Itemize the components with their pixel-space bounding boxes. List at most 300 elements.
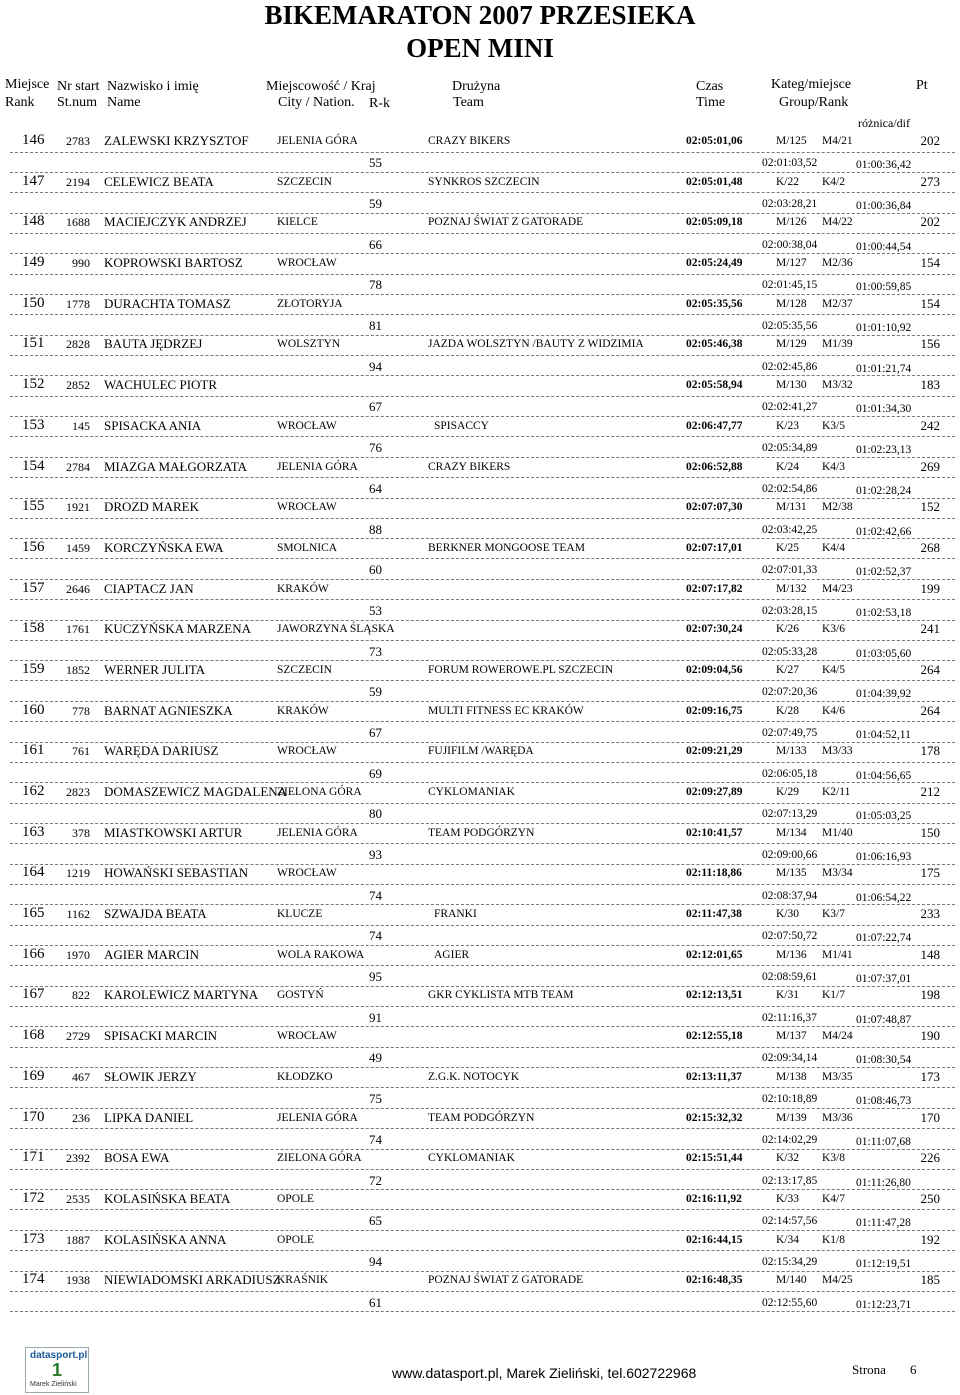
logo-text: datasport.pl	[30, 1350, 88, 1361]
cell-split-time: 02:03:42,25	[762, 523, 818, 536]
cell-rk-value: 67	[369, 399, 382, 415]
table-row	[0, 905, 960, 946]
cell-finish-time: 02:12:13,51	[686, 989, 743, 1002]
header-group: Group/Rank	[779, 95, 849, 110]
table-row	[0, 946, 960, 987]
cell-time-difference: 01:11:26,80	[856, 1176, 911, 1189]
cell-team: FORUM ROWEROWE.PL SZCZECIN	[428, 663, 614, 676]
table-row	[0, 335, 960, 376]
cell-finish-time: 02:15:32,32	[686, 1111, 743, 1124]
cell-rank: 165	[22, 905, 45, 922]
cell-city: ZŁOTORYJA	[277, 297, 343, 310]
cell-category: K/29	[776, 786, 799, 798]
cell-start-number: 2783	[66, 134, 90, 148]
cell-name: KOLASIŃSKA BEATA	[104, 1190, 231, 1206]
cell-age-category: M2/37	[822, 297, 853, 310]
cell-age-category: M1/41	[822, 948, 853, 961]
cell-city: JELENIA GÓRA	[277, 826, 358, 839]
table-row	[0, 376, 960, 417]
cell-team: CRAZY BIKERS	[428, 460, 511, 473]
cell-age-category: K3/8	[822, 1152, 845, 1165]
cell-city: KLUCZE	[277, 908, 323, 921]
row-divider	[10, 762, 955, 763]
header-time: Time	[696, 95, 726, 110]
cell-split-time: 02:11:16,37	[762, 1011, 817, 1024]
cell-rk-value: 72	[369, 1172, 382, 1188]
cell-split-time: 02:07:20,36	[762, 686, 818, 699]
cell-rank: 158	[22, 620, 45, 637]
cell-category: M/133	[776, 745, 807, 758]
row-divider	[10, 965, 955, 966]
row-divider	[10, 558, 955, 559]
cell-split-time: 02:06:05,18	[762, 767, 818, 780]
cell-points: 185	[920, 1272, 940, 1288]
cell-name: BARNAT AGNIESZKA	[104, 702, 233, 718]
cell-finish-time: 02:09:04,56	[686, 663, 743, 676]
header-roznica: różnica/dif	[858, 116, 910, 130]
cell-finish-time: 02:12:01,65	[686, 948, 743, 961]
cell-name: DOMASZEWICZ MAGDALENA	[104, 784, 288, 799]
cell-points: 226	[920, 1150, 940, 1166]
cell-split-time: 02:08:59,61	[762, 971, 818, 984]
cell-points: 178	[920, 743, 940, 759]
cell-finish-time: 02:15:51,44	[686, 1152, 743, 1165]
cell-category: M/128	[776, 297, 807, 310]
table-row	[0, 295, 960, 336]
cell-age-category: M3/32	[822, 379, 853, 392]
cell-start-number: 1921	[66, 500, 90, 515]
page-number: 6	[910, 1362, 917, 1377]
cell-time-difference: 01:08:30,54	[856, 1054, 912, 1067]
cell-points: 190	[920, 1028, 940, 1044]
cell-time-difference: 01:12:23,71	[856, 1298, 912, 1311]
cell-name: KUCZYŃSKA MARZENA	[104, 621, 251, 637]
cell-name: SPISACKA ANIA	[104, 417, 202, 433]
row-divider	[10, 680, 955, 681]
cell-finish-time: 02:13:11,37	[686, 1070, 742, 1083]
table-row	[0, 254, 960, 295]
cell-points: 173	[920, 1068, 940, 1084]
cell-name: HOWAŃSKI SEBASTIAN	[104, 865, 249, 881]
cell-rk-value: 64	[369, 480, 382, 496]
cell-category: M/126	[776, 216, 807, 229]
footer-contact: www.datasport.pl, Marek Zieliński, tel.602722968	[392, 1365, 697, 1381]
cell-team: POZNAJ ŚWIAT Z GATORADE	[428, 216, 584, 229]
cell-finish-time: 02:07:17,82	[686, 582, 743, 595]
cell-team: TEAM PODGÓRZYN	[428, 1111, 535, 1124]
cell-finish-time: 02:10:41,57	[686, 826, 743, 839]
cell-finish-time: 02:05:35,56	[686, 297, 743, 310]
cell-city: WROCŁAW	[277, 419, 337, 432]
cell-finish-time: 02:11:18,86	[686, 867, 742, 880]
cell-city: JAWORZYNA ŚLĄSKA	[277, 623, 395, 636]
cell-rk-value: 74	[369, 887, 382, 903]
cell-name: BOSA EWA	[104, 1150, 170, 1166]
cell-city: GOSTYŃ	[277, 989, 324, 1002]
cell-city: WOLA RAKOWA	[277, 948, 365, 961]
cell-city: SMOLNICA	[277, 541, 338, 554]
cell-split-time: 02:15:34,29	[762, 1255, 818, 1268]
cell-category: M/137	[776, 1030, 807, 1043]
cell-rk-value: 69	[369, 765, 382, 781]
table-row	[0, 417, 960, 458]
header-druzyna: Drużyna	[452, 79, 501, 94]
table-row	[0, 1190, 960, 1231]
cell-time-difference: 01:00:36,42	[856, 159, 912, 172]
cell-start-number: 1970	[66, 947, 90, 962]
cell-split-time: 02:03:28,21	[762, 198, 818, 211]
cell-split-time: 02:02:41,27	[762, 401, 818, 414]
cell-finish-time: 02:05:24,49	[686, 257, 743, 270]
cell-name: WERNER JULITA	[104, 661, 206, 677]
header-rank: Rank	[5, 95, 35, 110]
row-divider	[10, 721, 955, 722]
cell-time-difference: 01:03:05,60	[856, 647, 912, 660]
row-divider	[10, 1209, 955, 1210]
cell-team: FRANKI	[434, 908, 477, 921]
header-stnum: St.num	[57, 95, 98, 110]
header-czas: Czas	[696, 79, 724, 94]
cell-age-category: M2/38	[822, 501, 853, 514]
cell-split-time: 02:14:02,29	[762, 1133, 818, 1146]
table-row	[0, 702, 960, 743]
cell-city: WROCŁAW	[277, 1030, 337, 1043]
cell-rank: 155	[22, 498, 45, 515]
cell-rk-value: 80	[369, 806, 382, 822]
cell-team: Z.G.K. NOTOCYK	[428, 1070, 520, 1083]
header-nrstart: Nr start	[57, 79, 100, 94]
cell-age-category: M4/22	[822, 216, 853, 229]
cell-time-difference: 01:01:10,92	[856, 322, 912, 335]
cell-city: ZIELONA GÓRA	[277, 1152, 362, 1165]
cell-time-difference: 01:11:47,28	[856, 1217, 911, 1230]
cell-time-difference: 01:11:07,68	[856, 1135, 911, 1148]
cell-city: SZCZECIN	[277, 663, 332, 676]
cell-points: 212	[920, 784, 940, 799]
cell-points: 152	[920, 499, 940, 515]
cell-start-number: 778	[72, 703, 90, 718]
cell-points: 202	[920, 214, 940, 230]
cell-split-time: 02:03:28,15	[762, 604, 818, 617]
cell-name: CELEWICZ BEATA	[104, 173, 214, 189]
cell-time-difference: 01:00:44,54	[856, 240, 912, 253]
cell-rank: 167	[22, 986, 45, 1003]
cell-city: ZIELONA GÓRA	[277, 786, 362, 798]
header-miejscowosc: Miejscowość / Kraj	[266, 79, 376, 94]
cell-split-time: 02:05:35,56	[762, 320, 818, 333]
cell-rk-value: 76	[369, 440, 382, 456]
cell-rank: 153	[22, 416, 45, 433]
row-divider	[10, 1087, 955, 1088]
cell-start-number: 2852	[66, 378, 90, 393]
cell-rk-value: 60	[369, 562, 382, 578]
table-row	[0, 132, 960, 173]
cell-category: K/22	[776, 175, 799, 188]
cell-age-category: M3/33	[822, 745, 853, 758]
row-divider	[10, 1291, 955, 1292]
cell-split-time: 02:14:57,56	[762, 1215, 818, 1228]
cell-time-difference: 01:07:37,01	[856, 973, 912, 986]
cell-points: 156	[920, 336, 940, 352]
page-subtitle: OPEN MINI	[406, 33, 554, 63]
cell-points: 250	[920, 1190, 940, 1206]
cell-finish-time: 02:09:21,29	[686, 745, 743, 758]
cell-start-number: 2194	[66, 174, 90, 189]
cell-team: BERKNER MONGOOSE TEAM	[428, 541, 585, 554]
cell-category: M/131	[776, 501, 807, 514]
cell-start-number: 2823	[66, 785, 90, 799]
cell-start-number: 1778	[66, 296, 90, 311]
cell-name: SZWAJDA BEATA	[104, 906, 207, 922]
datasport-logo	[25, 1347, 89, 1393]
cell-finish-time: 02:09:16,75	[686, 704, 743, 717]
cell-time-difference: 01:00:59,85	[856, 281, 912, 294]
cell-rank: 157	[22, 579, 45, 596]
cell-category: K/23	[776, 419, 799, 432]
cell-rank: 150	[22, 294, 45, 311]
cell-category: M/132	[776, 582, 807, 595]
cell-rk-value: 55	[369, 155, 382, 171]
table-row	[0, 620, 960, 661]
cell-name: DROZD MAREK	[104, 499, 199, 515]
cell-name: MIASTKOWSKI ARTUR	[104, 824, 243, 840]
cell-finish-time: 02:16:44,15	[686, 1233, 743, 1246]
cell-finish-time: 02:07:07,30	[686, 501, 743, 514]
cell-category: K/24	[776, 460, 799, 473]
cell-age-category: K4/5	[822, 663, 845, 676]
cell-city: JELENIA GÓRA	[277, 135, 358, 147]
cell-age-category: M4/24	[822, 1030, 853, 1043]
cell-category: K/32	[776, 1152, 799, 1165]
cell-finish-time: 02:05:01,48	[686, 175, 743, 188]
cell-split-time: 02:07:13,29	[762, 808, 818, 821]
cell-points: 264	[920, 661, 940, 677]
cell-split-time: 02:10:18,89	[762, 1093, 818, 1106]
cell-split-time: 02:01:45,15	[762, 279, 818, 292]
cell-name: CIAPTACZ JAN	[104, 580, 194, 596]
row-divider	[10, 1250, 955, 1251]
cell-age-category: K1/7	[822, 989, 845, 1002]
page-title: BIKEMARATON 2007 PRZESIEKA	[264, 0, 696, 30]
page-label: Strona	[852, 1362, 886, 1377]
cell-start-number: 145	[72, 418, 90, 433]
table-row	[0, 539, 960, 580]
cell-rank: 171	[22, 1149, 45, 1166]
cell-finish-time: 02:09:27,89	[686, 786, 743, 798]
table-row	[0, 1231, 960, 1272]
row-divider	[10, 1128, 955, 1129]
cell-finish-time: 02:06:52,88	[686, 460, 743, 473]
cell-team: JAZDA WOLSZTYN /BAUTY Z WIDZIMIA	[428, 338, 644, 351]
table-row	[0, 1271, 960, 1312]
table-row	[0, 1149, 960, 1190]
cell-points: 233	[920, 906, 940, 922]
cell-rank: 152	[22, 376, 45, 393]
cell-start-number: 761	[72, 744, 90, 759]
row-divider	[10, 518, 955, 519]
cell-time-difference: 01:12:19,51	[856, 1257, 912, 1270]
cell-start-number: 236	[72, 1110, 90, 1125]
cell-points: 148	[920, 946, 940, 962]
row-divider	[10, 843, 955, 844]
cell-city: WROCŁAW	[277, 745, 337, 758]
cell-team: POZNAJ ŚWIAT Z GATORADE	[428, 1274, 584, 1287]
cell-rank: 148	[22, 213, 45, 230]
cell-age-category: K3/6	[822, 623, 845, 636]
header-name: Name	[107, 95, 141, 110]
cell-rk-value: 91	[369, 1009, 382, 1025]
cell-name: SPISACKI MARCIN	[104, 1028, 218, 1044]
cell-name: MACIEJCZYK ANDRZEJ	[104, 214, 247, 230]
table-row	[0, 458, 960, 499]
row-divider	[10, 233, 955, 234]
cell-time-difference: 01:05:03,25	[856, 810, 912, 823]
cell-team: SPISACCY	[434, 419, 489, 432]
row-divider	[10, 1311, 955, 1312]
cell-name: KOPROWSKI BARTOSZ	[104, 255, 243, 271]
table-row	[0, 742, 960, 783]
cell-rank: 149	[22, 254, 45, 271]
cell-rank: 168	[22, 1027, 45, 1044]
cell-start-number: 2828	[66, 337, 90, 352]
cell-name: WARĘDA DARIUSZ	[104, 743, 219, 759]
cell-age-category: K4/7	[822, 1192, 845, 1205]
table-row	[0, 661, 960, 702]
cell-time-difference: 01:06:54,22	[856, 891, 912, 904]
cell-rk-value: 88	[369, 521, 382, 537]
cell-time-difference: 01:07:48,87	[856, 1013, 912, 1026]
cell-rk-value: 61	[369, 1294, 382, 1310]
cell-rank: 166	[22, 945, 45, 962]
cell-points: 199	[920, 580, 940, 596]
cell-category: M/134	[776, 826, 807, 839]
cell-split-time: 02:07:49,75	[762, 726, 818, 739]
table-row	[0, 498, 960, 539]
cell-name: ZALEWSKI KRZYSZTOF	[104, 133, 249, 148]
table-row	[0, 1109, 960, 1150]
cell-split-time: 02:13:17,85	[762, 1174, 818, 1187]
row-divider	[10, 640, 955, 641]
cell-category: M/139	[776, 1111, 807, 1124]
header-pt: Pt	[916, 78, 928, 93]
cell-rank: 146	[22, 132, 45, 148]
cell-age-category: M4/23	[822, 582, 853, 595]
table-row	[0, 783, 960, 824]
cell-age-category: M3/36	[822, 1111, 853, 1124]
cell-city: KŁODZKO	[277, 1070, 333, 1083]
cell-rk-value: 94	[369, 1253, 382, 1269]
cell-city: KIELCE	[277, 216, 318, 229]
cell-rk-value: 59	[369, 196, 382, 212]
cell-category: K/28	[776, 704, 799, 717]
row-divider	[10, 274, 955, 275]
table-row	[0, 1027, 960, 1068]
logo-number: 1	[52, 1360, 63, 1380]
cell-start-number: 1887	[66, 1232, 90, 1247]
cell-rk-value: 74	[369, 928, 382, 944]
cell-split-time: 02:05:34,89	[762, 442, 818, 455]
cell-finish-time: 02:11:47,38	[686, 908, 742, 921]
results-table	[0, 132, 960, 1312]
table-row	[0, 213, 960, 254]
cell-time-difference: 01:06:16,93	[856, 851, 912, 864]
cell-category: M/129	[776, 338, 807, 351]
cell-team: CRAZY BIKERS	[428, 135, 511, 147]
cell-age-category: K4/6	[822, 704, 845, 717]
header-rk: R-k	[369, 96, 390, 111]
cell-age-category: K4/3	[822, 460, 845, 473]
cell-age-category: M2/36	[822, 257, 853, 270]
row-divider	[10, 925, 955, 926]
cell-finish-time: 02:16:48,35	[686, 1274, 743, 1287]
page-footer	[0, 1345, 960, 1395]
cell-rank: 174	[22, 1271, 45, 1288]
cell-name: DURACHTA TOMASZ	[104, 295, 231, 311]
cell-points: 264	[920, 702, 940, 718]
cell-rank: 173	[22, 1230, 45, 1247]
cell-city: SZCZECIN	[277, 175, 332, 188]
cell-points: 183	[920, 377, 940, 393]
cell-category: K/27	[776, 663, 799, 676]
cell-points: 242	[920, 417, 940, 433]
cell-finish-time: 02:16:11,92	[686, 1192, 742, 1205]
cell-time-difference: 01:04:39,92	[856, 688, 912, 701]
cell-category: K/30	[776, 908, 799, 921]
cell-rank: 147	[22, 172, 45, 189]
table-row	[0, 1068, 960, 1109]
cell-category: M/130	[776, 379, 807, 392]
cell-name: MIAZGA MAŁGORZATA	[104, 458, 248, 474]
cell-category: M/140	[776, 1274, 807, 1287]
row-divider	[10, 396, 955, 397]
cell-start-number: 1852	[66, 662, 90, 677]
cell-age-category: K2/11	[822, 786, 851, 798]
cell-category: M/136	[776, 948, 807, 961]
cell-team: AGIER	[434, 948, 470, 961]
cell-start-number: 990	[72, 256, 90, 271]
cell-rank: 164	[22, 864, 45, 881]
cell-split-time: 02:12:55,60	[762, 1296, 818, 1309]
cell-start-number: 1219	[66, 866, 90, 881]
row-divider	[10, 477, 955, 478]
cell-rank: 154	[22, 457, 45, 474]
cell-split-time: 02:01:03,52	[762, 157, 818, 170]
cell-rk-value: 73	[369, 643, 382, 659]
cell-time-difference: 01:02:53,18	[856, 606, 912, 619]
row-divider	[10, 803, 955, 804]
cell-age-category: K4/2	[822, 175, 845, 188]
cell-category: K/31	[776, 989, 799, 1002]
cell-name: AGIER MARCIN	[104, 946, 199, 962]
cell-category: M/125	[776, 135, 807, 147]
cell-city: WOLSZTYN	[277, 338, 341, 351]
cell-rank: 172	[22, 1189, 45, 1206]
cell-start-number: 1761	[66, 622, 90, 637]
cell-city: KRAKÓW	[277, 582, 329, 595]
cell-age-category: K3/7	[822, 908, 845, 921]
cell-time-difference: 01:01:34,30	[856, 403, 912, 416]
cell-points: 154	[920, 255, 940, 271]
cell-time-difference: 01:07:22,74	[856, 932, 912, 945]
cell-team: GKR CYKLISTA MTB TEAM	[428, 989, 574, 1002]
cell-age-category: K3/5	[822, 419, 845, 432]
cell-time-difference: 01:02:52,37	[856, 566, 912, 579]
cell-name: SŁOWIK JERZY	[104, 1068, 197, 1084]
cell-age-category: M4/25	[822, 1274, 853, 1287]
cell-rank: 169	[22, 1067, 45, 1084]
cell-rk-value: 75	[369, 1091, 382, 1107]
cell-rk-value: 53	[369, 602, 382, 618]
